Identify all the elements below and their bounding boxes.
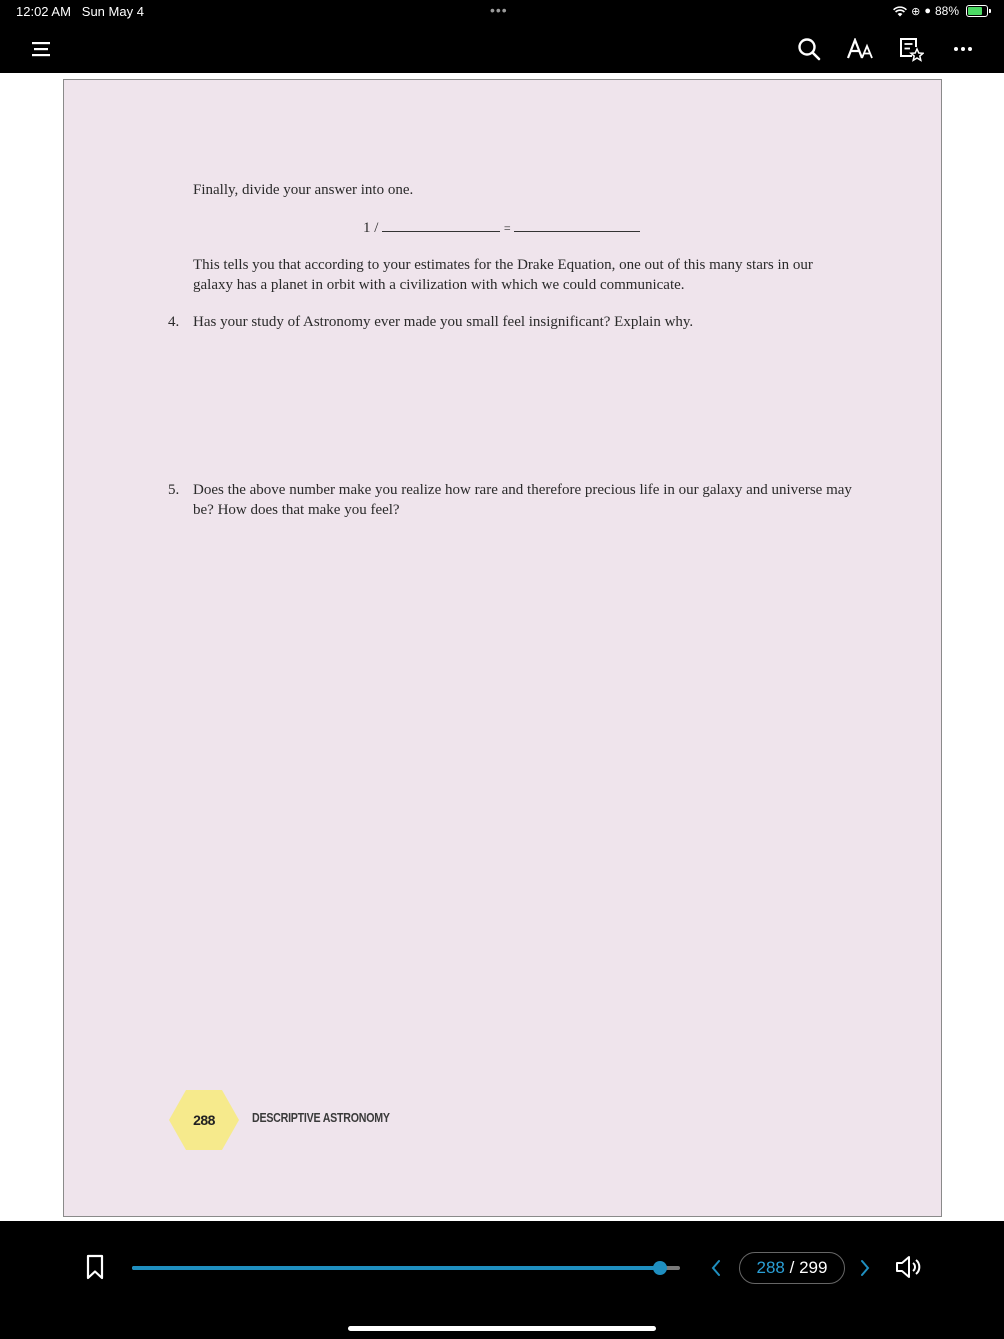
page-number-badge — [168, 1089, 240, 1151]
progress-fill — [132, 1266, 660, 1270]
search-icon[interactable] — [794, 34, 824, 64]
question-5-number: 5. — [168, 482, 180, 498]
next-page-icon[interactable] — [855, 1257, 875, 1279]
question-4-number: 4. — [168, 314, 180, 330]
battery-icon — [966, 5, 988, 17]
menu-icon[interactable] — [26, 34, 56, 64]
total-pages: 299 — [799, 1258, 828, 1277]
status-bar — [0, 0, 1004, 24]
page-progress-slider[interactable] — [132, 1266, 680, 1270]
status-indicators — [893, 4, 988, 18]
page-number: 288 — [193, 1112, 215, 1128]
book-title-footer: DESCRIPTIVE ASTRONOMY — [252, 1110, 390, 1125]
text-size-icon[interactable] — [845, 34, 875, 64]
equation-equals: = — [503, 221, 511, 235]
current-page: 288 — [756, 1258, 785, 1277]
status-time: 12:02 AM Sun May 4 — [16, 4, 144, 19]
multitasking-dots-icon[interactable]: ••• — [490, 2, 508, 18]
equation-blank-2 — [514, 219, 640, 232]
battery-percent: 88% — [934, 4, 959, 18]
equation-blank-1 — [382, 219, 500, 232]
home-indicator[interactable] — [348, 1326, 656, 1331]
bookmark-icon[interactable] — [84, 1254, 106, 1280]
more-icon[interactable] — [948, 34, 978, 64]
read-aloud-speaker-icon[interactable] — [894, 1254, 924, 1280]
equation — [363, 218, 640, 238]
question-5-text: Does the above number make you realize how rare and therefore precious life in our galaxy and universe may be? How does that make you feel? — [193, 482, 852, 518]
book-page — [63, 79, 942, 1217]
bookmark-list-icon[interactable] — [896, 34, 926, 64]
explanation-text: This tells you that according to your estimates for the Drake Equation, one out of this many stars in our galaxy has a planet in orbit with a civilization with which we could communicate. — [193, 257, 813, 293]
page-separator: / — [789, 1258, 795, 1277]
slider-handle[interactable] — [653, 1261, 667, 1275]
person-icon: ● — [924, 5, 931, 17]
wifi-icon — [893, 6, 907, 17]
reader-toolbar — [0, 24, 1004, 73]
location-lock-icon: ⊕ — [911, 5, 921, 18]
intro-text: Finally, divide your answer into one. — [193, 182, 414, 198]
page-indicator[interactable] — [739, 1252, 845, 1284]
previous-page-icon[interactable] — [706, 1257, 726, 1279]
equation-prefix: 1 / — [363, 220, 379, 236]
question-4-text: Has your study of Astronomy ever made you small feel insignificant? Explain why. — [193, 314, 694, 330]
reader-bottom-bar — [0, 1221, 1004, 1339]
